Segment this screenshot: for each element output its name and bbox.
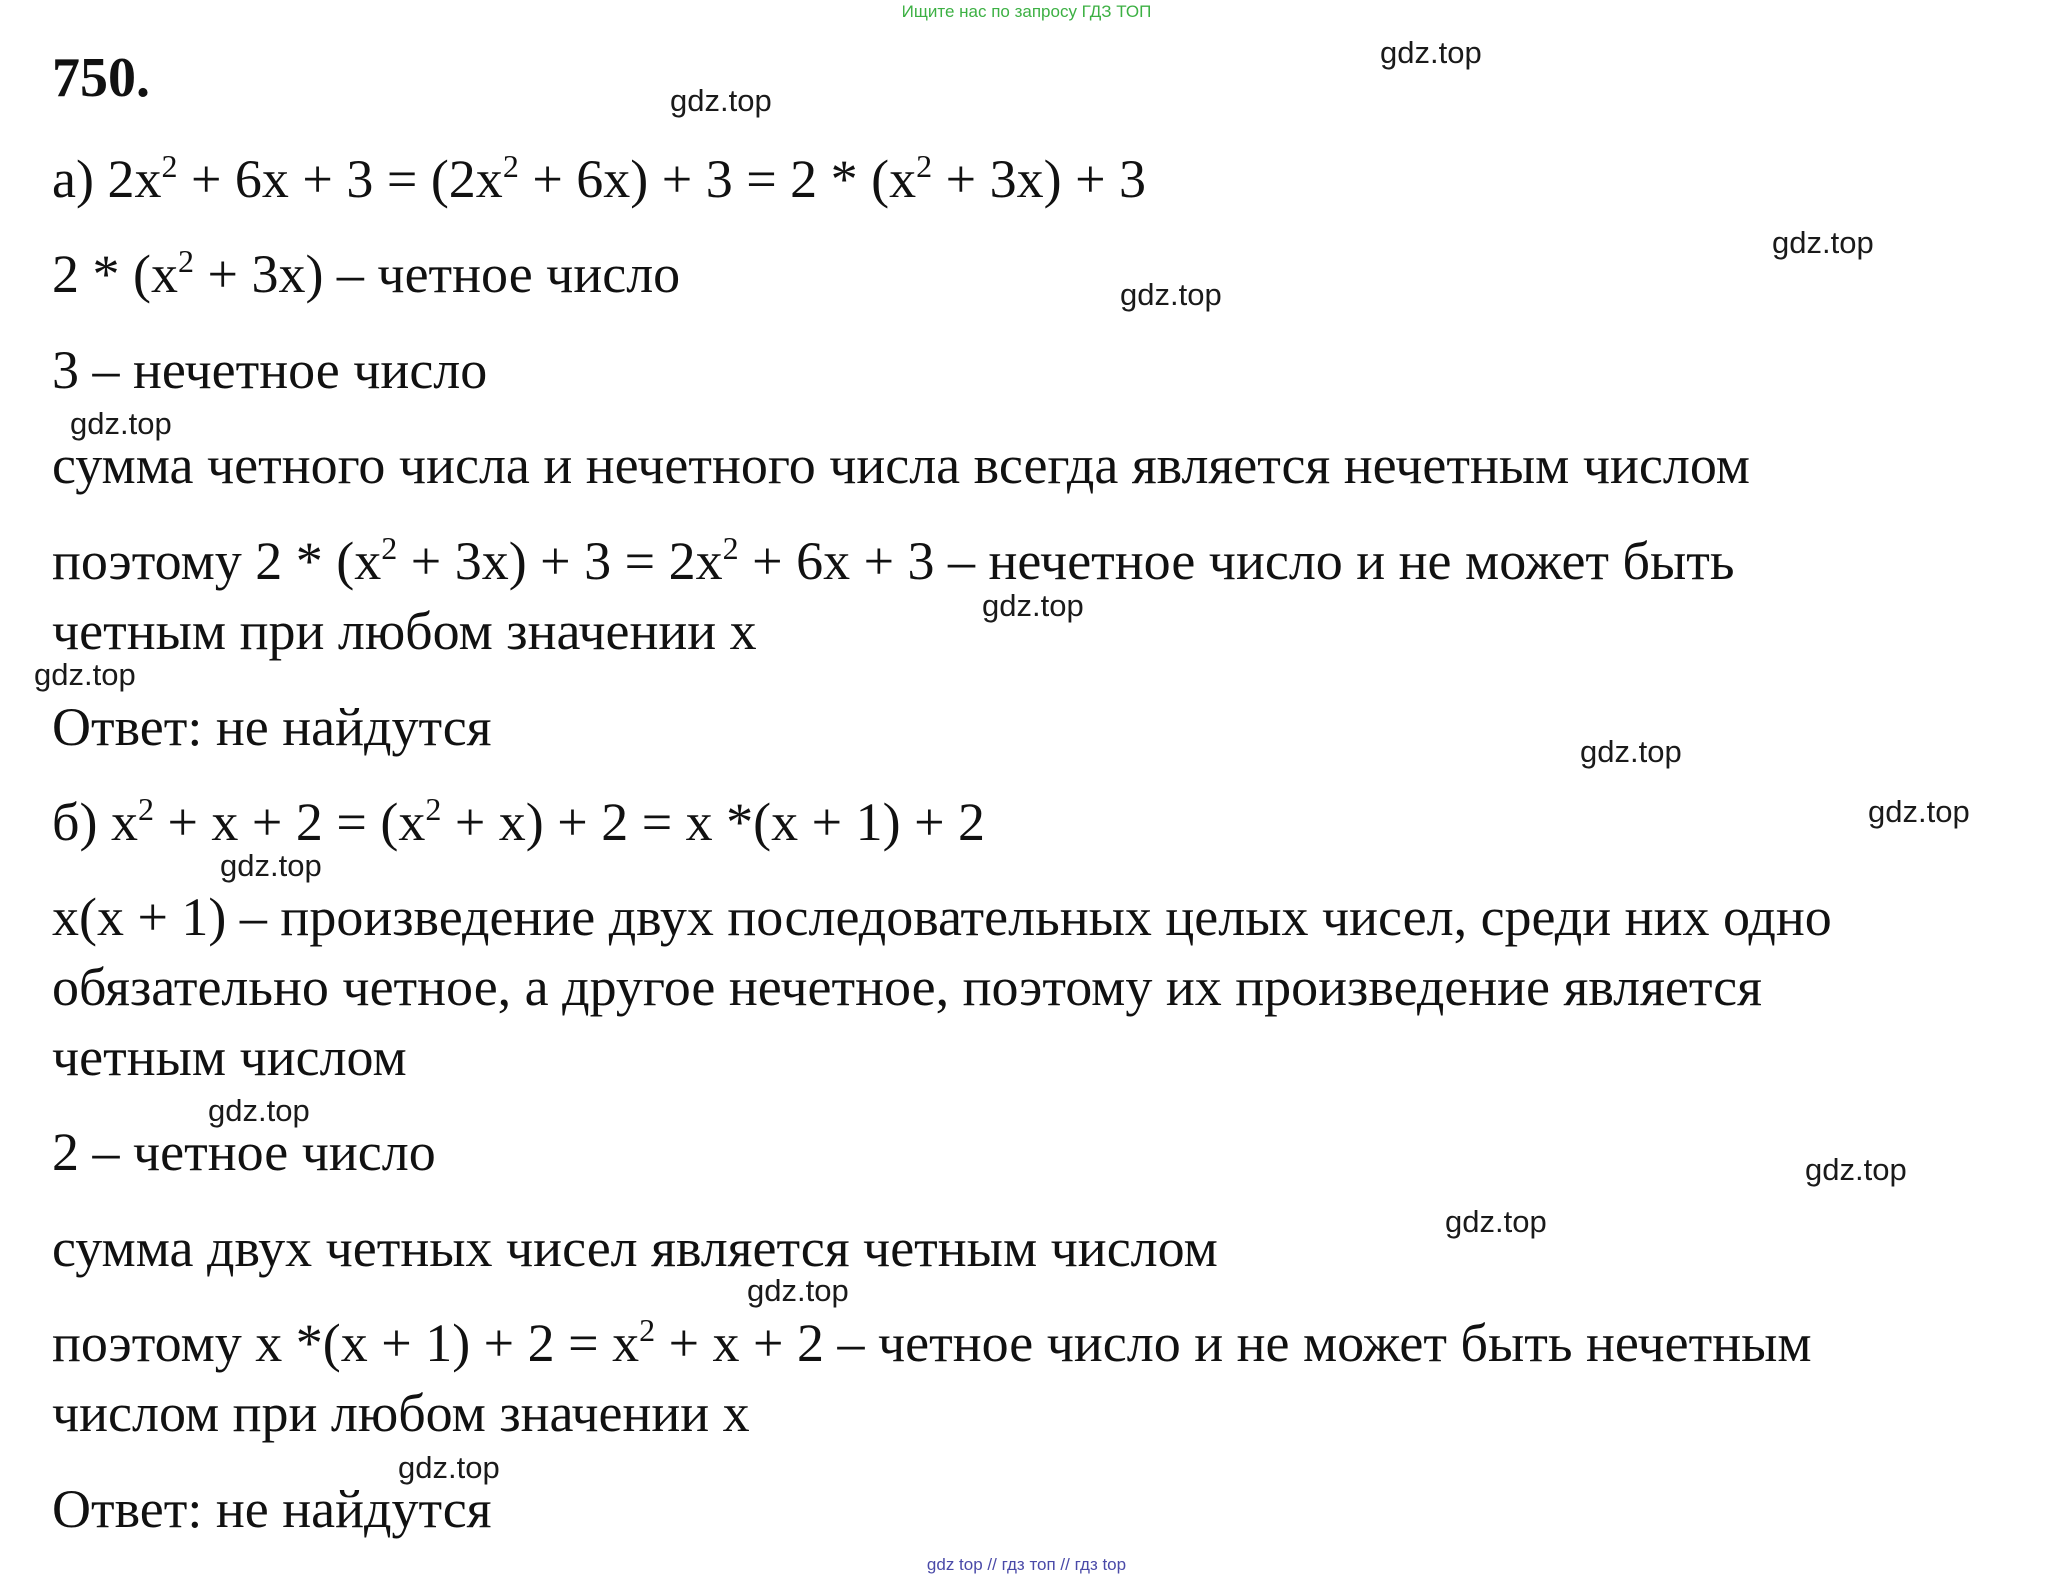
part-b-conclusion-cont: числом при любом значении x [52,1383,750,1443]
part-b-conclusion: поэтому x $*(x + 1) + 2 = x^2 + x + 2$ – четное число и не может быть нечетным [52,1312,1812,1373]
footer-links: gdz top // гдз топ // гдз top [926,1555,1127,1574]
part-b-product-statement-end: четным числом [52,1027,407,1087]
watermark: gdz.top [1120,277,1222,312]
part-b-even-term: 2 – четное число [52,1122,436,1182]
watermark: gdz.top [70,406,172,441]
watermark: gdz.top [670,83,772,118]
problem-number: 750. [52,47,150,109]
watermark: gdz.top [1380,35,1482,70]
part-a-equation: а) $2x^2 + 6x + 3 = (2x^2 + 6x) + 3 = 2 * (x^2 + 3x) + 3$ [52,148,1147,209]
watermark: gdz.top [34,657,136,692]
watermark: gdz.top [398,1450,500,1485]
search-banner: Ищите нас по запросу ГДЗ ТОП [901,2,1152,21]
watermark: gdz.top [1772,225,1874,260]
part-a-conclusion-cont: четным при любом значении x [52,601,757,661]
part-b-product-statement: x(x + 1) – произведение двух последовательных целых чисел, среди них одно [52,887,1832,947]
watermark: gdz.top [208,1093,310,1128]
watermark: gdz.top [747,1273,849,1308]
part-a-conclusion: поэтому $2 * (x^2 + 3x) + 3 = 2x^2 + 6x + 3$ – нечетное число и не может быть [52,530,1735,591]
watermark: gdz.top [982,588,1084,623]
part-a-even-term: $2 * (x^2 + 3x)$ – четное число [52,243,681,304]
part-a-odd-term: 3 – нечетное число [52,340,488,400]
watermark: gdz.top [1580,734,1682,769]
part-b-answer: Ответ: не найдутся [52,1479,492,1539]
part-b-equation: б) $x^2 + x + 2 = (x^2 + x) + 2 = x$ *(x + 1) + 2 [52,791,986,852]
watermark: gdz.top [220,848,322,883]
watermark: gdz.top [1805,1152,1907,1187]
part-b-sum-rule: сумма двух четных чисел является четным числом [52,1218,1218,1278]
part-a-answer: Ответ: не найдутся [52,697,492,757]
part-b-product-statement-cont: обязательно четное, а другое нечетное, поэтому их произведение является [52,957,1762,1017]
watermark: gdz.top [1445,1204,1547,1239]
part-a-sum-rule: сумма четного числа и нечетного числа всегда является нечетным числом [52,435,1750,495]
watermark: gdz.top [1868,794,1970,829]
